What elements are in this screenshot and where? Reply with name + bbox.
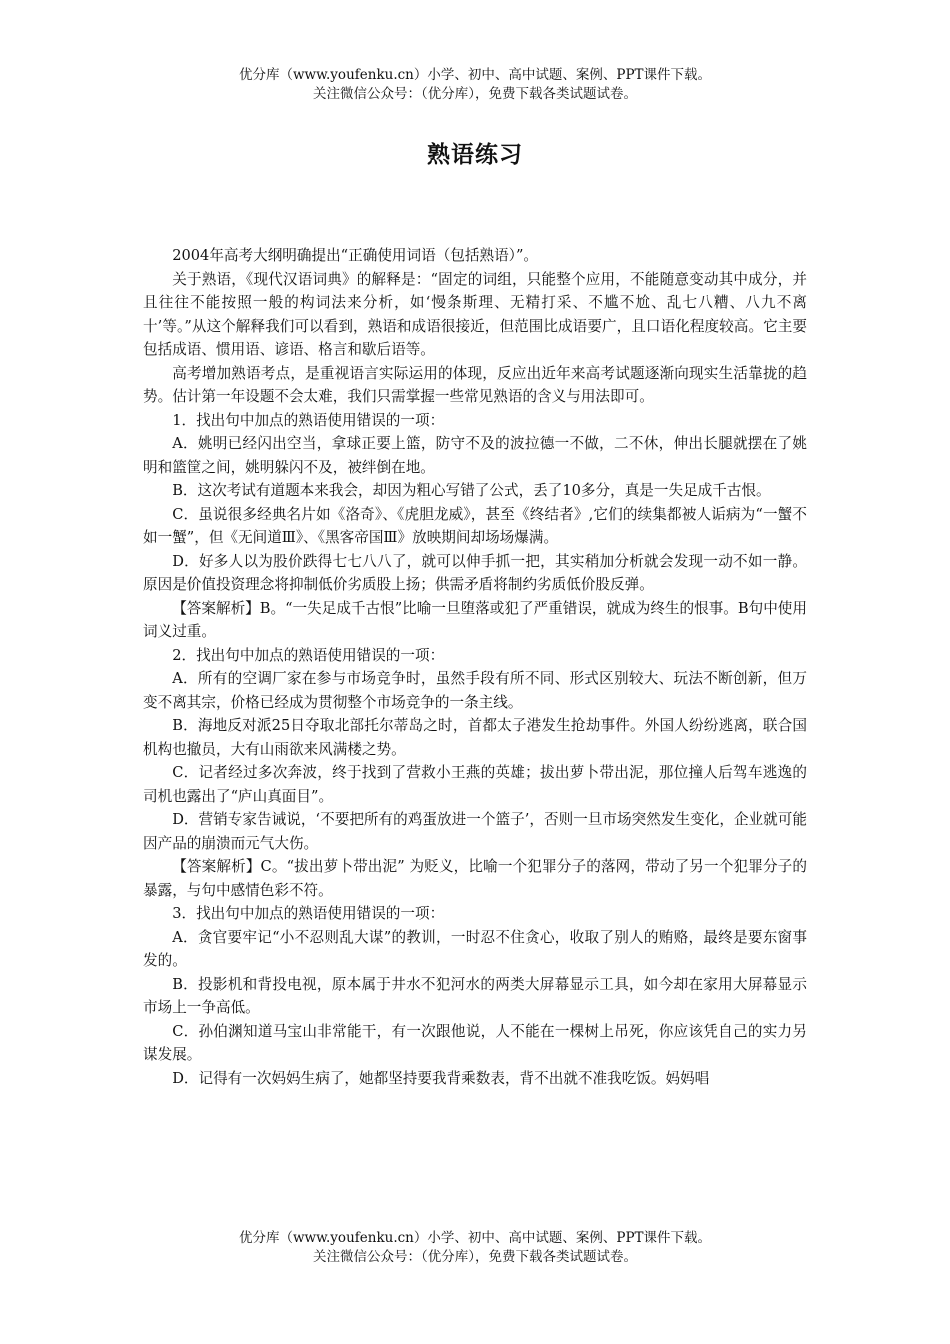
question-3-option-a: A．贪官要牢记“小不忍则乱大谋”的教训，一时忍不住贪心，收取了别人的贿赂，最终是要东窗事发的。: [143, 928, 807, 969]
question-2-stem: 2．找出句中加点的熟语使用错误的一项：: [172, 646, 445, 664]
page-footer: [0, 1229, 950, 1267]
page-header: [0, 66, 950, 104]
question-1-option-a: A．姚明已经闪出空当，拿球正要上篮，防守不及的波拉德一不做，二不休，伸出长腿就摆在了姚明和篮筐之间，姚明躲闪不及，被绊倒在地。: [143, 435, 807, 476]
question-3-option-d: D．记得有一次妈妈生病了，她都坚持要我背乘数表，背不出就不准我吃饭。妈妈唱: [172, 1069, 710, 1087]
paragraph-intro: 2004年高考大纲明确提出“正确使用词语（包括熟语）”。: [172, 247, 539, 264]
header-line-1: 优分库（www.youfenku.cn）小学、初中、高中试题、案例、PPT课件下载。: [238, 67, 712, 83]
question-2-option-d: D．营销专家告诫说，‘不要把所有的鸡蛋放进一个篮子’，否则一旦市场突然发生变化，企业就可能因产品的崩溃而元气大伤。: [143, 811, 807, 852]
footer-line-2: 关注微信公众号：（优分库），免费下载各类试题试卷。: [313, 1249, 637, 1265]
header-line-2: 关注微信公众号：（优分库），免费下载各类试题试卷。: [313, 86, 637, 102]
question-3-option-c: C．孙伯渊知道马宝山非常能干，有一次跟他说，人不能在一棵树上吊死，你应该凭自己的实力另谋发展。: [143, 1022, 807, 1063]
footer-line-1: 优分库（www.youfenku.cn）小学、初中、高中试题、案例、PPT课件下载。: [238, 1230, 712, 1246]
paragraph-trend: 高考增加熟语考点，是重视语言实际运用的体现，反应出近年来高考试题逐渐向现实生活靠拢的趋势。估计第一年设题不会太难，我们只需掌握一些常见熟语的含义与用法即可。: [143, 364, 807, 405]
question-1-option-d: D．好多人以为股价跌得七七八八了，就可以伸手抓一把，其实稍加分析就会发现一动不如一静。原因是价值投资理念将抑制低价劣质股上扬；供需矛盾将制约劣质低价股反弹。: [143, 552, 807, 593]
question-2-option-b: B．海地反对派25日夺取北部托尔蒂岛之时，首都太子港发生抢劫事件。外国人纷纷逃离，联合国机构也撤员，大有山雨欲来风满楼之势。: [143, 717, 807, 758]
question-1-option-c: C．虽说很多经典名片如《洛奇》、《虎胆龙威》，甚至《终结者》,它们的续集都被人诟病为“一蟹不如一蟹”，但《无间道Ⅲ》、《黑客帝国Ⅲ》放映期间却场场爆满。: [143, 505, 807, 546]
question-2-option-c: C．记者经过多次奔波，终于找到了营救小王燕的英雄；拔出萝卜带出泥，那位撞人后驾车逃逸的司机也露出了“庐山真面目”。: [143, 764, 807, 805]
document-title: 熟语练习: [427, 141, 523, 168]
question-3-option-b: B．投影机和背投电视，原本属于井水不犯河水的两类大屏幕显示工具，如今却在家用大屏幕显示市场上一争高低。: [143, 975, 807, 1016]
question-1-option-b: B．这次考试有道题本来我会，却因为粗心写错了公式，丢了10多分，真是一失足成千古恨。: [172, 482, 771, 499]
question-1-answer: 【答案解析】B。“一失足成千古恨”比喻一旦堕落或犯了严重错误，就成为终生的恨事。B句中使用词义过重。: [143, 599, 807, 640]
question-2-answer: 【答案解析】C。“拔出萝卜带出泥” 为贬义，比喻一个犯罪分子的落网，带动了另一个犯罪分子的暴露，与句中感情色彩不符。: [143, 858, 807, 899]
question-1-stem: 1．找出句中加点的熟语使用错误的一项：: [172, 411, 445, 429]
document-body: [143, 244, 807, 1090]
question-3-stem: 3．找出句中加点的熟语使用错误的一项：: [172, 905, 445, 922]
paragraph-definition: 关于熟语，《现代汉语词典》的解释是：“固定的词组，只能整个应用，不能随意变动其中成分，并且往往不能按照一般的构词法来分析，如‘慢条斯理、无精打采、不尴不尬、乱七八糟、八九不离十’等。”从这个解释我们可以看到，熟语和成语很接近，但范围比成语要广，且口语化程度较高。它主要包括成语、惯用语、谚语、格言和歇后语等。: [143, 270, 807, 358]
question-2-option-a: A．所有的空调厂家在参与市场竞争时，虽然手段有所不同、形式区别较大、玩法不断创新，但万变不离其宗，价格已经成为贯彻整个市场竞争的一条主线。: [143, 670, 807, 711]
